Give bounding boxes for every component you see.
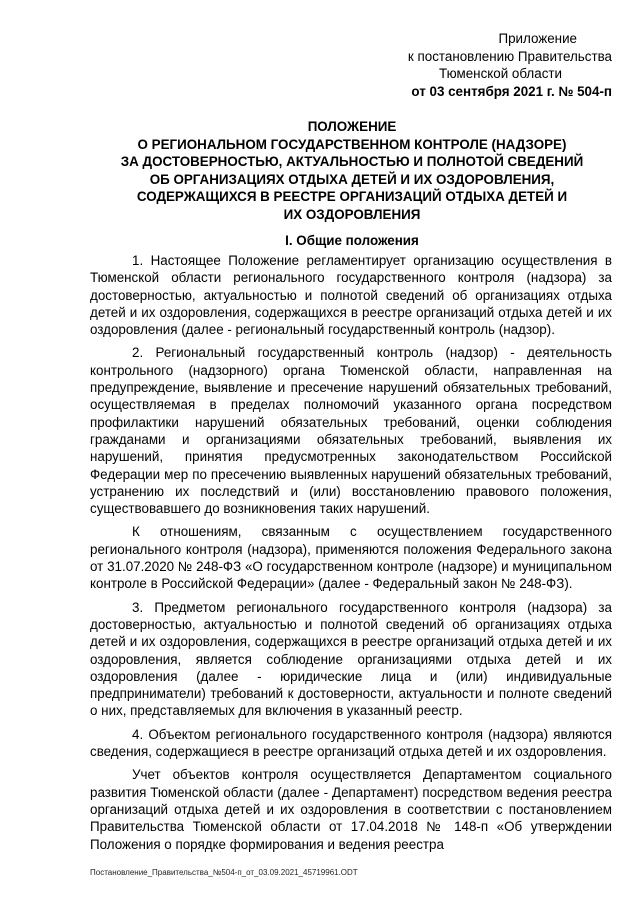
- paragraph-1: 1. Настоящее Положение регламентирует организацию осуществления в Тюменской области регионального государственного контроля (надзора) за достоверностью, актуальностью и полнотой сведений об организациях отдыха детей и их оздоровления, содержащихся в реестре организаций отдыха детей и их оздоровления (далее - региональный государственный контроль (надзор).: [90, 253, 612, 338]
- document-body: [90, 252, 612, 859]
- paragraph-2: 2. Региональный государственный контроль (надзор) - деятельность контрольного (надзорного) органа Тюменской области, направленная на предупреждение, выявление и пресечение нарушений обязательных требований, осуществляемая в пределах полномочий указанного органа посредством профилактики нарушений обязательных требований, оценки соблюдения гражданами и организациями обязательных требований, выявления их нарушений, принятия предусмотренных законодательством Российской Федерации мер по пресечению выявленных нарушений обязательных требований, устранению их последствий и (или) восстановлению правового положения, существовавшего до возникновения таких нарушений.: [90, 345, 612, 517]
- file-footer: Постановление_Правительства_№504-п_от_03.09.2021_45719961.ODT: [90, 868, 358, 877]
- title-line: О РЕГИОНАЛЬНОМ ГОСУДАРСТВЕННОМ КОНТРОЛЕ (НАДЗОРЕ): [137, 136, 567, 152]
- document-title: [88, 118, 616, 223]
- paragraph-3: 3. Предметом регионального государственного контроля (надзора) за достоверностью, актуальностью и полнотой сведений об организациях отдыха детей и их оздоровления, содержащихся в реестре организаций отдыха детей и их оздоровления, является соблюдение организациями отдыха детей и их оздоровления (далее - юридические лица и (или) индивидуальные предприниматели) требований к достоверности, актуальности и полноте сведений о них, представляемых для включения в указанный реестр.: [90, 599, 612, 719]
- title-line: ОБ ОРГАНИЗАЦИЯХ ОТДЫХА ДЕТЕЙ И ИХ ОЗДОРОВЛЕНИЯ,: [149, 171, 555, 187]
- paragraph-4-continuation: Учет объектов контроля осуществляется Департаментом социального развития Тюменской области (далее - Департамент) посредством ведения реестра организаций отдыха детей и их оздоровления в соответствии с постановлением Правительства Тюменской области от 17.04.2018 № 148-п «Об утверждении Положения о порядке формирования и ведения реестра: [90, 767, 612, 852]
- appendix-label: Приложение: [498, 31, 577, 46]
- appendix-reference: к постановлению Правительства: [407, 48, 612, 64]
- appendix-region: Тюменской области: [439, 66, 562, 81]
- appendix-header: [312, 30, 612, 100]
- title-line: СОДЕРЖАЩИХСЯ В РЕЕСТРЕ ОРГАНИЗАЦИЙ ОТДЫХА ДЕТЕЙ И: [136, 189, 568, 204]
- appendix-date-number: от 03 сентября 2021 г. № 504-п: [411, 83, 612, 99]
- title-line: ЗА ДОСТОВЕРНОСТЬЮ, АКТУАЛЬНОСТЬЮ И ПОЛНОТОЙ СВЕДЕНИЙ: [120, 154, 584, 169]
- paragraph-4: 4. Объектом регионального государственного контроля (надзора) являются сведения, содержащиеся в реестре организаций отдыха детей и их оздоровления.: [90, 726, 612, 760]
- title-line: ИХ ОЗДОРОВЛЕНИЯ: [283, 206, 421, 222]
- title-line: ПОЛОЖЕНИЕ: [307, 119, 397, 134]
- paragraph-2-continuation: К отношениям, связанным с осуществлением государственного регионального контроля (надзора), применяются положения Федерального закона от 31.07.2020 № 248-ФЗ «О государственном контроле (надзоре) и муниципальном контроле в Российской Федерации» (далее - Федеральный закон № 248-ФЗ).: [90, 524, 612, 592]
- section-heading: I. Общие положения: [285, 233, 419, 248]
